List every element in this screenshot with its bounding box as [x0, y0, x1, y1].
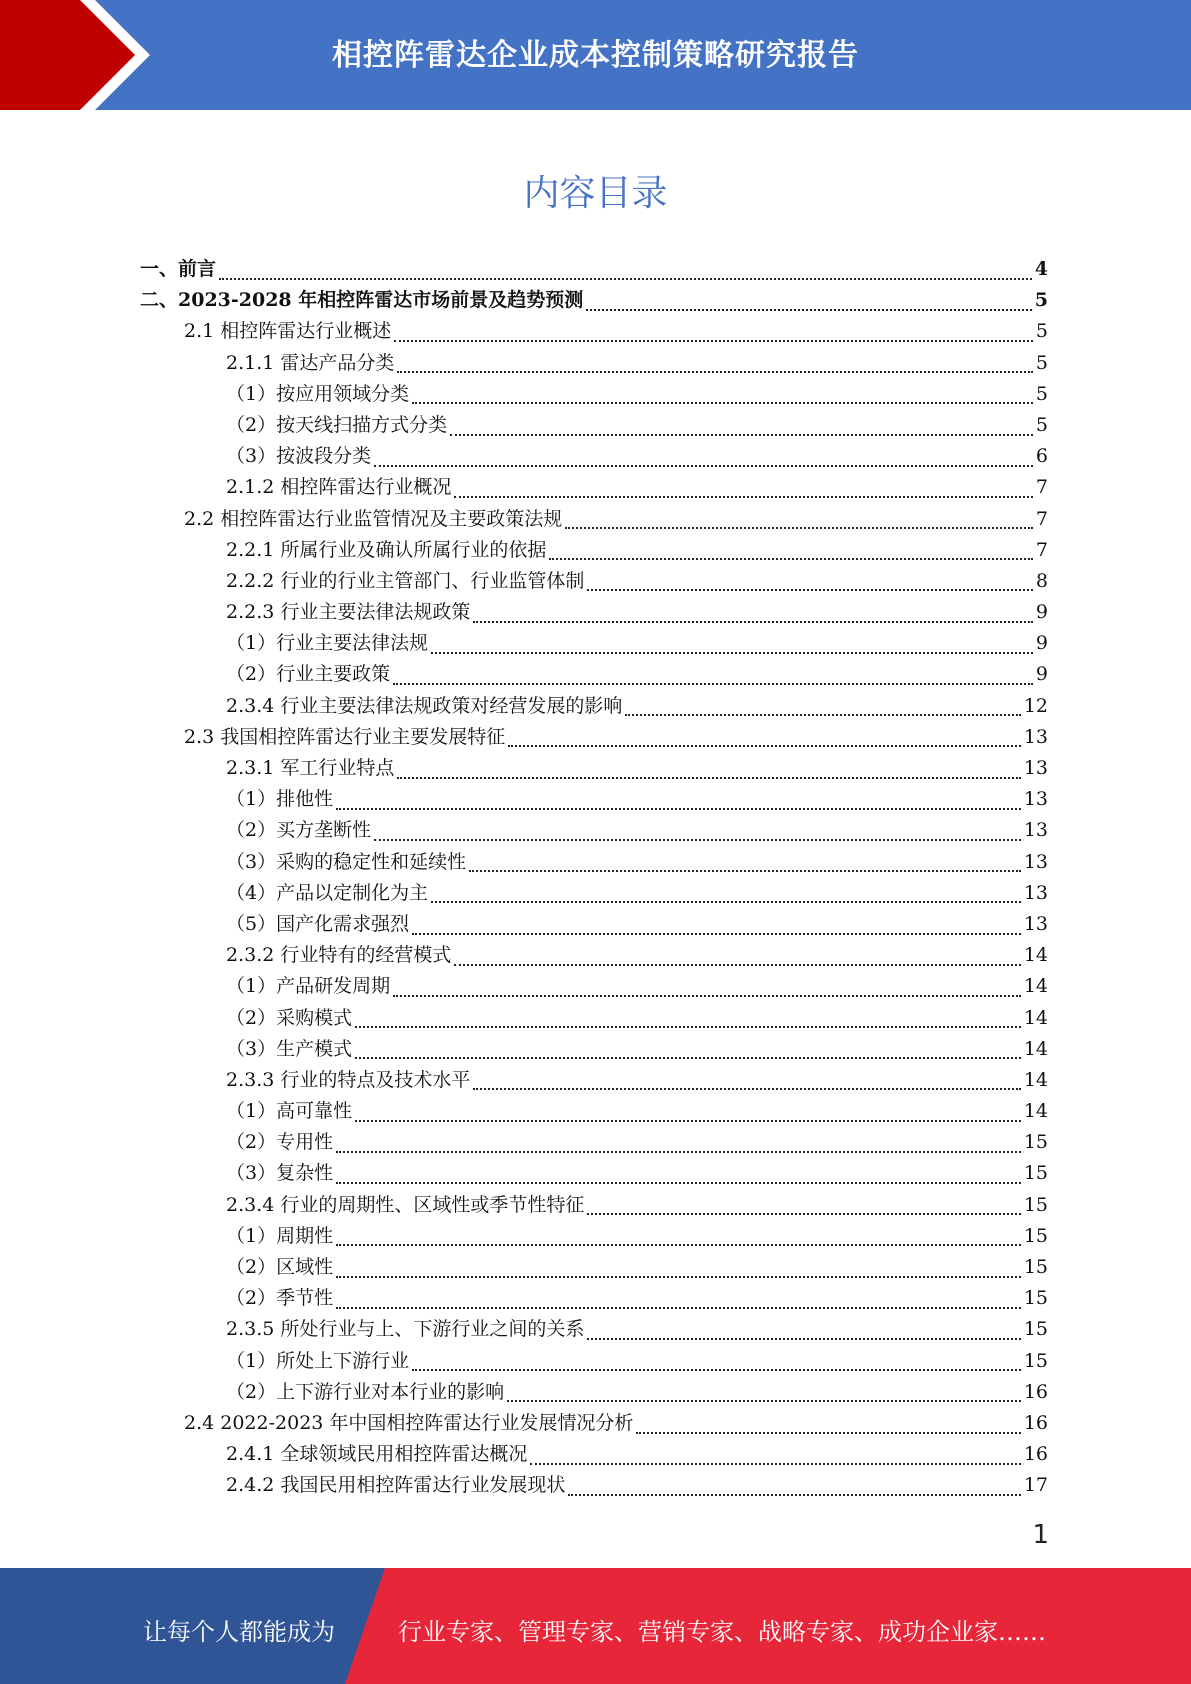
toc-entry-page: 14 — [1023, 1068, 1048, 1091]
toc-entry-title: （2）采购模式 — [226, 1006, 353, 1029]
toc-entry[interactable] — [140, 504, 1048, 535]
report-title: 相控阵雷达企业成本控制策略研究报告 — [332, 38, 859, 73]
toc-dot-leader — [355, 1057, 1021, 1059]
toc-entry[interactable] — [140, 1034, 1048, 1065]
table-of-contents — [140, 254, 1048, 1502]
toc-entry[interactable] — [140, 254, 1048, 285]
toc-entry[interactable] — [140, 815, 1048, 846]
toc-dot-leader — [568, 1494, 1020, 1496]
toc-entry-title: 2.2 相控阵雷达行业监管情况及主要政策法规 — [184, 507, 563, 530]
toc-entry-title: （3）生产模式 — [226, 1037, 353, 1060]
toc-entry[interactable] — [140, 1346, 1048, 1377]
header-band — [0, 0, 1191, 110]
toc-dot-leader — [393, 995, 1021, 997]
toc-dot-leader — [586, 309, 1032, 311]
toc-entry[interactable] — [140, 285, 1048, 316]
toc-entry-title: （1）按应用领域分类 — [226, 382, 410, 405]
toc-dot-leader — [336, 1151, 1021, 1153]
toc-dot-leader — [507, 1400, 1021, 1402]
toc-entry[interactable] — [140, 535, 1048, 566]
toc-entry-page: 14 — [1023, 975, 1048, 998]
toc-entry[interactable] — [140, 1065, 1048, 1096]
toc-entry[interactable] — [140, 1158, 1048, 1189]
toc-dot-leader — [336, 1276, 1021, 1278]
toc-entry-page: 7 — [1035, 538, 1048, 561]
toc-entry-title: 2.3.1 军工行业特点 — [226, 757, 395, 779]
toc-entry[interactable] — [140, 1408, 1048, 1439]
toc-entry-page: 5 — [1035, 382, 1048, 405]
toc-entry-title: 2.1 相控阵雷达行业概述 — [184, 320, 392, 343]
footer-slogan-left: 让每个人都能成为 — [143, 1618, 335, 1646]
toc-entry[interactable] — [140, 441, 1048, 472]
toc-entry[interactable] — [140, 348, 1048, 379]
toc-entry-page: 17 — [1023, 1474, 1048, 1497]
toc-dot-leader — [431, 901, 1021, 903]
toc-entry-page: 8 — [1035, 569, 1048, 592]
toc-entry[interactable] — [140, 410, 1048, 441]
toc-dot-leader — [587, 1213, 1020, 1215]
toc-dot-leader — [473, 621, 1033, 623]
toc-dot-leader — [431, 652, 1033, 654]
toc-entry[interactable] — [140, 1470, 1048, 1501]
toc-dot-leader — [450, 434, 1033, 436]
toc-entry-page: 5 — [1035, 351, 1048, 374]
toc-entry[interactable] — [140, 753, 1048, 784]
toc-dot-leader — [374, 465, 1033, 467]
toc-entry[interactable] — [140, 316, 1048, 347]
toc-entry[interactable] — [140, 566, 1048, 597]
toc-dot-leader — [530, 1463, 1020, 1465]
toc-heading: 内容目录 — [523, 173, 668, 214]
toc-dot-leader — [336, 808, 1021, 810]
toc-entry[interactable] — [140, 909, 1048, 940]
toc-entry-title: 二、2023-2028 年相控阵雷达市场前景及趋势预测 — [140, 289, 584, 312]
toc-entry-page: 15 — [1023, 1224, 1048, 1247]
toc-entry-title: 2.3.4 行业主要法律法规政策对经营发展的影响 — [226, 694, 623, 717]
toc-dot-leader — [374, 839, 1021, 841]
toc-entry-title: 2.3.3 行业的特点及技术水平 — [226, 1068, 471, 1091]
toc-entry[interactable] — [140, 847, 1048, 878]
toc-entry-page: 5 — [1034, 289, 1048, 312]
toc-entry-page: 9 — [1035, 632, 1048, 655]
toc-dot-leader — [355, 1026, 1021, 1028]
toc-dot-leader — [336, 1307, 1021, 1309]
toc-entry-title: 2.1.2 相控阵雷达行业概况 — [226, 476, 452, 499]
toc-entry-page: 15 — [1023, 1349, 1048, 1372]
toc-entry[interactable] — [140, 722, 1048, 753]
toc-dot-leader — [397, 777, 1020, 779]
toc-entry-page: 9 — [1035, 663, 1048, 686]
toc-entry-title: （2）区域性 — [226, 1256, 334, 1278]
toc-entry-page: 16 — [1023, 1380, 1048, 1403]
toc-entry-page: 15 — [1023, 1318, 1048, 1341]
toc-entry-page: 13 — [1023, 819, 1048, 842]
toc-entry[interactable] — [140, 472, 1048, 503]
toc-dot-leader — [625, 714, 1020, 716]
toc-entry-page: 15 — [1023, 1256, 1048, 1278]
toc-entry-page: 5 — [1035, 320, 1048, 343]
toc-entry-title: （2）行业主要政策 — [226, 663, 391, 686]
toc-entry[interactable] — [140, 691, 1048, 722]
toc-dot-leader — [336, 1244, 1021, 1246]
toc-entry-title: （2）季节性 — [226, 1287, 334, 1310]
toc-entry-title: 2.2.1 所属行业及确认所属行业的依据 — [226, 538, 547, 561]
toc-entry[interactable] — [140, 379, 1048, 410]
toc-entry-title: （2）专用性 — [226, 1131, 334, 1154]
toc-entry[interactable] — [140, 784, 1048, 815]
toc-entry[interactable] — [140, 1127, 1048, 1158]
toc-dot-leader — [393, 683, 1033, 685]
toc-dot-leader — [412, 933, 1021, 935]
toc-entry-title: 2.3 我国相控阵雷达行业主要发展特征 — [184, 725, 506, 748]
toc-entry[interactable] — [140, 940, 1048, 971]
toc-dot-leader — [549, 558, 1033, 560]
toc-entry-page: 7 — [1035, 476, 1048, 499]
toc-dot-leader — [412, 1369, 1021, 1371]
toc-entry-page: 13 — [1023, 725, 1048, 748]
toc-entry-page: 14 — [1023, 1006, 1048, 1029]
toc-entry-title: （1）所处上下游行业 — [226, 1349, 410, 1372]
toc-entry-title: （5）国产化需求强烈 — [226, 912, 410, 935]
toc-entry-page: 16 — [1023, 1443, 1048, 1466]
toc-entry[interactable] — [140, 878, 1048, 909]
toc-entry-page: 15 — [1023, 1131, 1048, 1154]
toc-dot-leader — [397, 371, 1033, 373]
toc-entry[interactable] — [140, 1314, 1048, 1345]
toc-dot-leader — [355, 1120, 1021, 1122]
toc-entry-page: 14 — [1023, 1100, 1048, 1123]
toc-entry-title: （3）采购的稳定性和延续性 — [226, 850, 467, 873]
toc-entry-page: 13 — [1023, 912, 1048, 935]
toc-entry-title: （3）按波段分类 — [226, 445, 372, 468]
toc-entry[interactable] — [140, 659, 1048, 690]
toc-dot-leader — [219, 278, 1032, 280]
toc-entry-title: 2.2.2 行业的行业主管部门、行业监管体制 — [226, 569, 585, 592]
toc-dot-leader — [336, 1182, 1021, 1184]
toc-dot-leader — [394, 340, 1033, 342]
toc-entry-title: 2.3.4 行业的周期性、区域性或季节性特征 — [226, 1193, 585, 1216]
toc-entry[interactable] — [140, 597, 1048, 628]
toc-entry[interactable] — [140, 1439, 1048, 1470]
toc-entry[interactable] — [140, 1003, 1048, 1034]
toc-entry-page: 15 — [1023, 1287, 1048, 1310]
toc-dot-leader — [454, 964, 1020, 966]
toc-entry-page: 16 — [1023, 1411, 1048, 1434]
toc-entry-page: 12 — [1023, 694, 1048, 717]
toc-entry-title: 2.4.1 全球领域民用相控阵雷达概况 — [226, 1443, 528, 1466]
toc-entry-title: （4）产品以定制化为主 — [226, 881, 429, 904]
toc-dot-leader — [473, 1088, 1020, 1090]
toc-entry[interactable] — [140, 1377, 1048, 1408]
toc-entry-title: （3）复杂性 — [226, 1162, 334, 1185]
page-number: 1 — [1032, 1520, 1049, 1550]
toc-entry-title: 2.3.5 所处行业与上、下游行业之间的关系 — [226, 1318, 585, 1341]
footer-slogan-right: 行业专家、管理专家、营销专家、战略专家、成功企业家…… — [398, 1618, 1046, 1646]
toc-entry-page: 13 — [1023, 788, 1048, 811]
toc-dot-leader — [565, 527, 1033, 529]
footer-band — [0, 1568, 1191, 1684]
toc-entry[interactable] — [140, 1221, 1048, 1252]
toc-entry-title: 2.3.2 行业特有的经营模式 — [226, 944, 452, 967]
toc-entry-page: 13 — [1023, 850, 1048, 873]
toc-entry-title: 2.2.3 行业主要法律法规政策 — [226, 601, 471, 624]
toc-entry-page: 14 — [1023, 944, 1048, 967]
toc-entry-title: （2）买方垄断性 — [226, 819, 372, 842]
toc-entry-title: （1）排他性 — [226, 788, 334, 811]
toc-entry-page: 7 — [1035, 507, 1048, 530]
toc-entry-page: 15 — [1023, 1193, 1048, 1216]
toc-dot-leader — [636, 1432, 1020, 1434]
toc-entry-title: （1）行业主要法律法规 — [226, 632, 429, 655]
toc-entry[interactable] — [140, 628, 1048, 659]
toc-entry-page: 13 — [1023, 757, 1048, 779]
toc-entry[interactable] — [140, 1252, 1048, 1283]
toc-entry-title: （1）周期性 — [226, 1224, 334, 1247]
toc-entry-page: 6 — [1035, 445, 1048, 468]
toc-entry-page: 4 — [1034, 258, 1048, 280]
toc-entry-page: 9 — [1035, 601, 1048, 624]
toc-entry-title: （2）上下游行业对本行业的影响 — [226, 1380, 505, 1403]
toc-entry-title: 2.4 2022-2023 年中国相控阵雷达行业发展情况分析 — [184, 1411, 634, 1434]
toc-entry-title: 2.1.1 雷达产品分类 — [226, 351, 395, 374]
toc-entry-title: 2.4.2 我国民用相控阵雷达行业发展现状 — [226, 1474, 566, 1497]
toc-dot-leader — [587, 1338, 1020, 1340]
toc-dot-leader — [508, 745, 1021, 747]
toc-entry-page: 13 — [1023, 881, 1048, 904]
toc-entry[interactable] — [140, 971, 1048, 1002]
toc-dot-leader — [454, 496, 1033, 498]
toc-entry-title: （1）产品研发周期 — [226, 975, 391, 998]
toc-entry[interactable] — [140, 1096, 1048, 1127]
toc-dot-leader — [469, 870, 1021, 872]
toc-entry-title: （2）按天线扫描方式分类 — [226, 413, 448, 436]
toc-dot-leader — [412, 402, 1033, 404]
toc-entry-page: 15 — [1023, 1162, 1048, 1185]
toc-entry-title: 一、前言 — [140, 258, 217, 280]
toc-entry-page: 14 — [1023, 1037, 1048, 1060]
toc-entry-title: （1）高可靠性 — [226, 1100, 353, 1123]
toc-entry[interactable] — [140, 1190, 1048, 1221]
toc-entry-page: 5 — [1035, 413, 1048, 436]
toc-dot-leader — [587, 589, 1033, 591]
toc-entry[interactable] — [140, 1283, 1048, 1314]
